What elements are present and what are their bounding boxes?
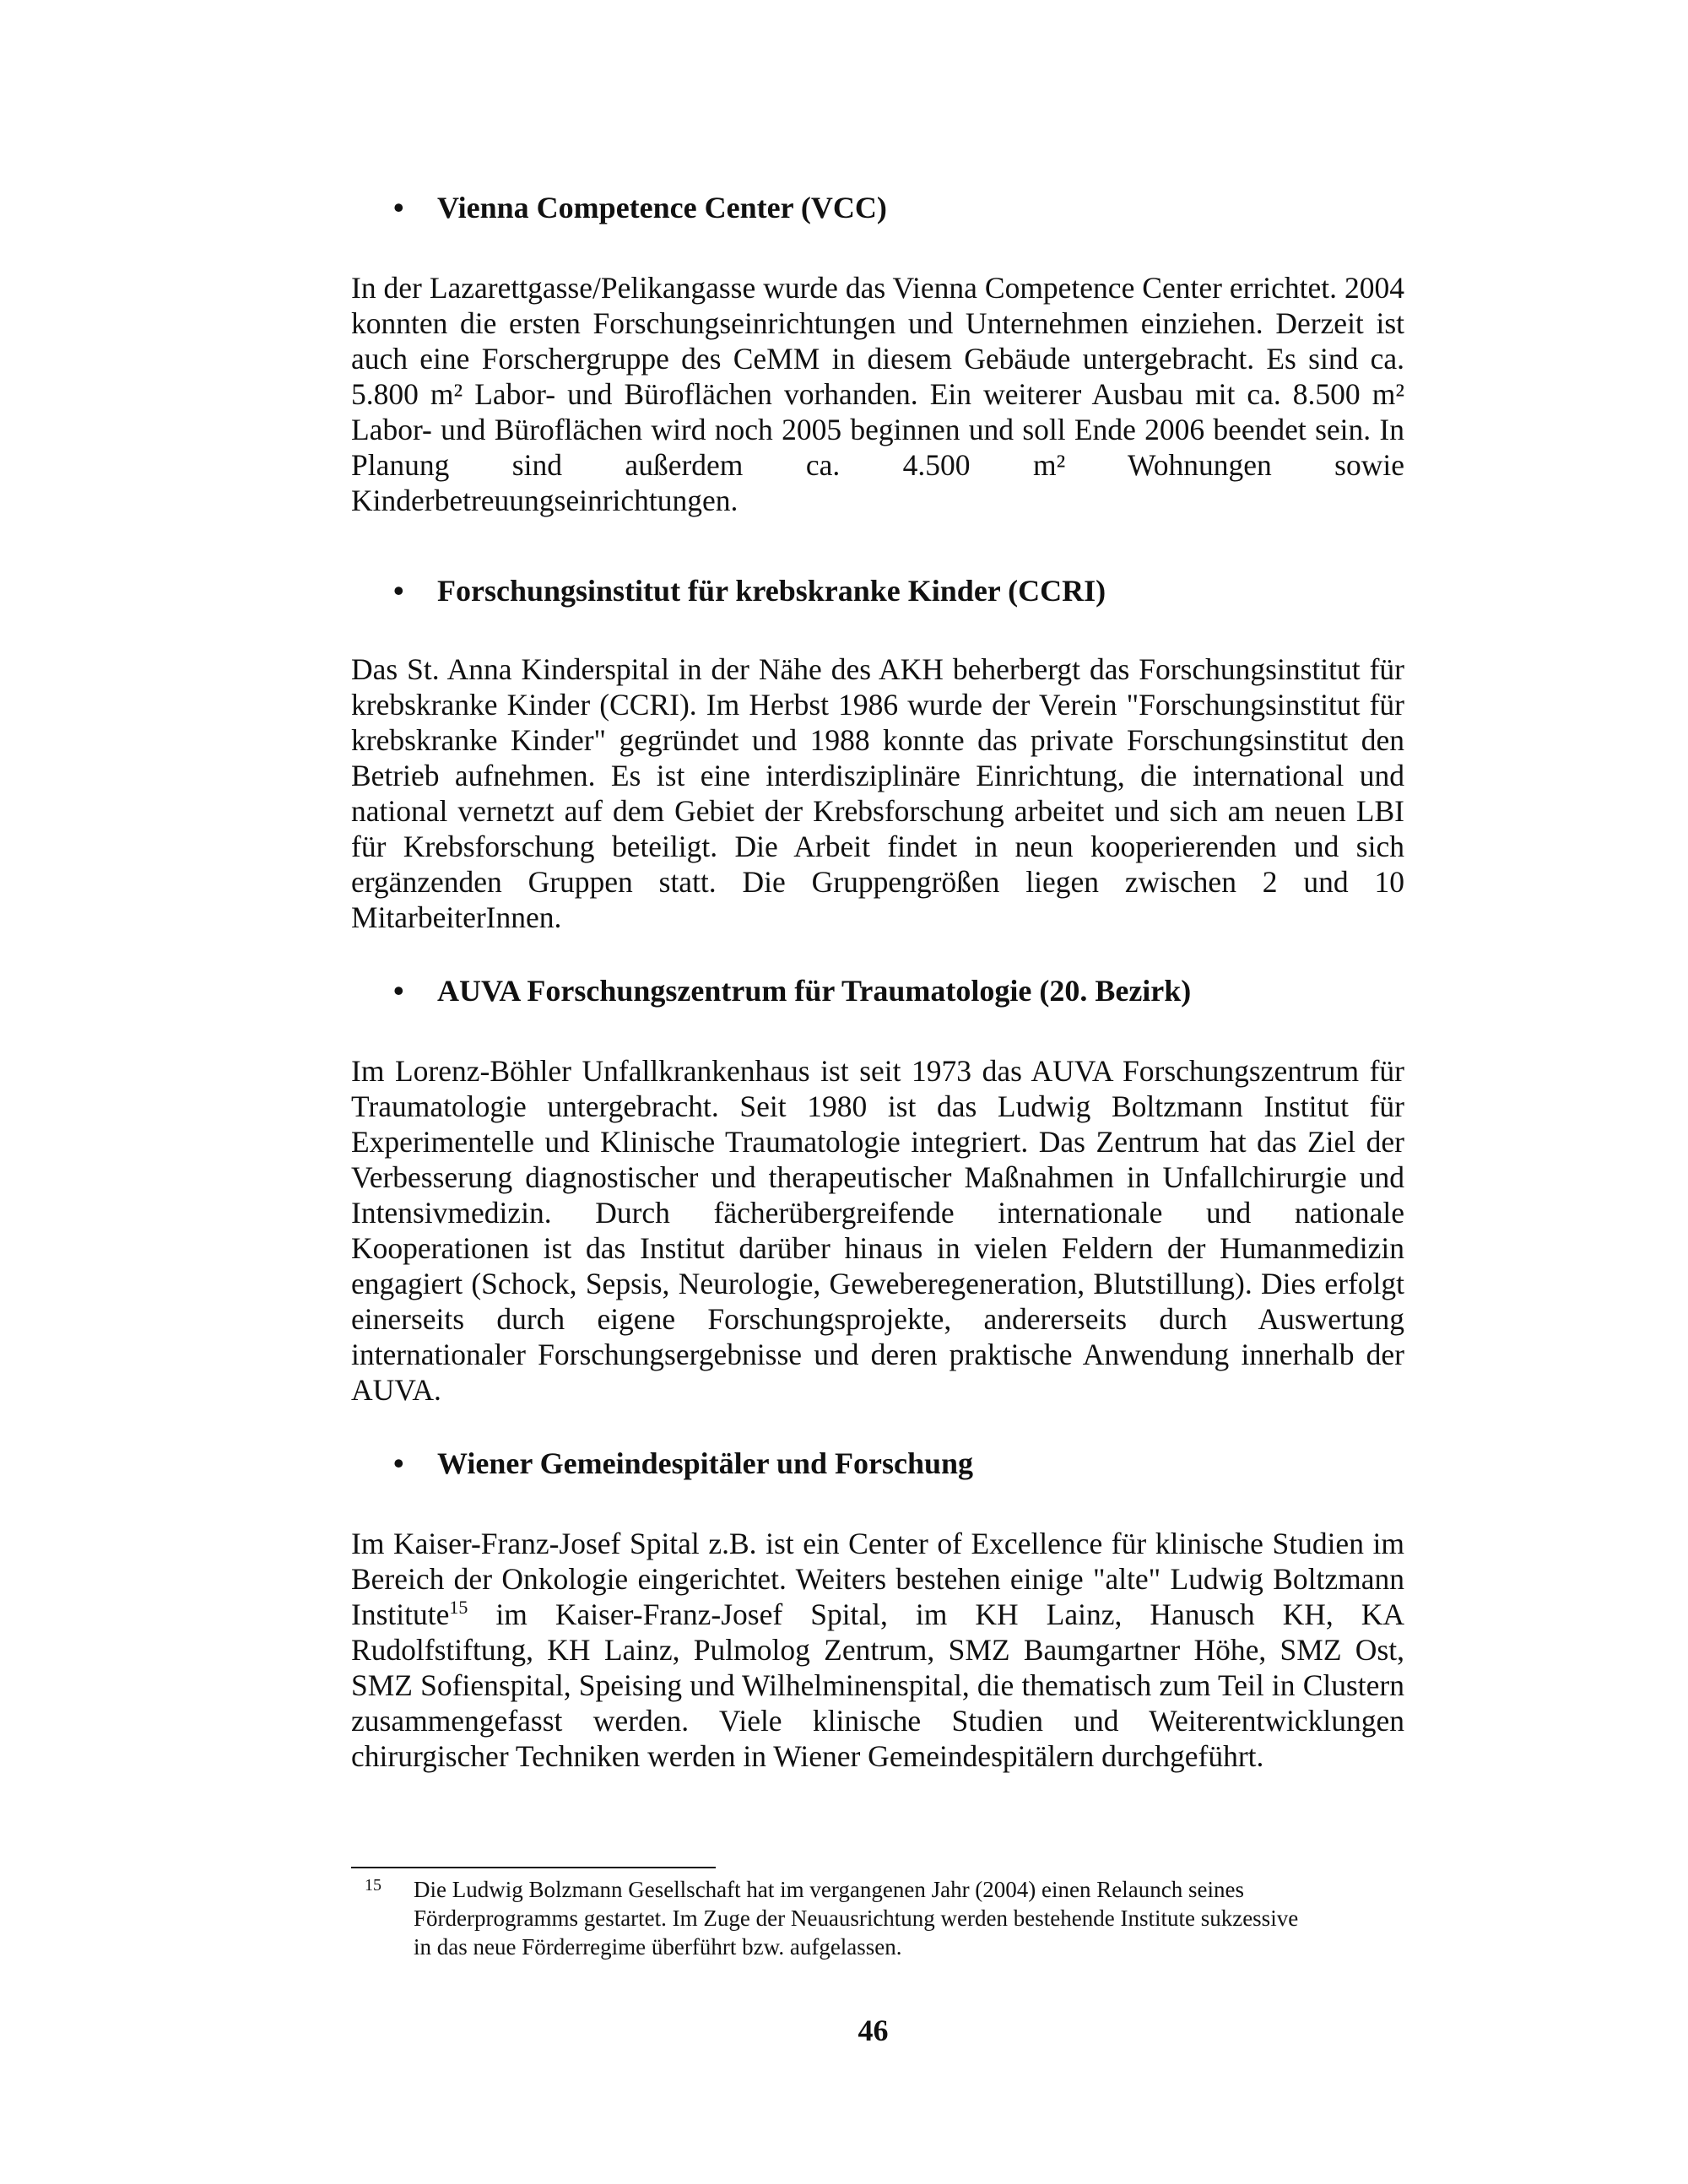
footnote [365,1875,1403,1961]
page-content [351,179,1404,1774]
section-paragraph-gemeindespitaeler [351,1526,1404,1774]
footnote-number: 15 [365,1876,381,1895]
bullet-icon: • [393,1446,404,1480]
section-heading-text: AUVA Forschungszentrum für Traumatologie (20. Bezirk) [437,974,1192,1008]
section-heading-text: Vienna Competence Center (VCC) [437,191,887,224]
bullet-icon: • [393,191,404,224]
section-heading-auva [351,972,1404,1009]
section-heading-gemeindespitaeler [351,1445,1404,1482]
footnote-divider [351,1867,716,1868]
section-paragraph-vcc: In der Lazarettgasse/Pelikangasse wurde das Vienna Competence Center errichtet. 2004 konnten die ersten Forschungseinrichtungen und Unternehmen einziehen. Derzeit ist auch eine Forschergruppe des CeMM in diesem Gebäude untergebracht. Es sind ca. 5.800 m² Labor- und Büroflächen vorhanden. Ein weiterer Ausbau mit ca. 8.500 m² Labor- und Büroflächen wird noch 2005 beginnen und soll Ende 2006 beendet sein. In Planung sind außerdem ca. 4.500 m² Wohnungen sowie Kinderbetreuungseinrichtungen. [351,271,1404,517]
section-heading-vcc [351,189,1404,226]
section-heading-text: Forschungsinstitut für krebskranke Kinder (CCRI) [437,574,1106,608]
section-paragraph-ccri: Das St. Anna Kinderspital in der Nähe des AKH beherbergt das Forschungsinstitut für krebskranke Kinder (CCRI). Im Herbst 1986 wurde der Verein "Forschungsinstitut für krebskranke Kinder" gegründet und 1988 konnte das private Forschungsinstitut den Betrieb aufnehmen. Es ist eine interdisziplinäre Einrichtung, die international und national vernetzt auf dem Gebiet der Krebsforschung arbeitet und sich am neuen LBI für Krebsforschung beteiligt. Die Arbeit findet in neun kooperierenden und sich ergänzenden Gruppen statt. Die Gruppengrößen liegen zwischen 2 und 10 MitarbeiterInnen. [351,652,1404,934]
page-number: 46 [858,2014,889,2047]
section-heading-ccri [351,572,1404,609]
footnote-reference[interactable]: 15 [449,1597,468,1619]
bullet-icon: • [393,974,404,1008]
footnote-text: Die Ludwig Bolzmann Gesellschaft hat im vergangenen Jahr (2004) einen Relaunch seines Förderprogramms gestartet. Im Zuge der Neuausrichtung werden bestehende Institute sukzessive in das neue Förderregime überführt bzw. aufgelassen. [414,1877,1299,1960]
paragraph-text-before-ref: Im Kaiser-Franz-Josef Spital z.B. ist ein Center of Excellence für klinische Studien im Bereich der Onkologie eingerichtet. Weiters bestehen einige "alte" Ludwig Boltzmann Institute [351,1527,1404,1631]
paragraph-text-after-ref: im Kaiser-Franz-Josef Spital, im KH Lainz, Hanusch KH, KA Rudolfstiftung, KH Lainz, Pulmolog Zentrum, SMZ Baumgartner Höhe, SMZ Ost, SMZ Sofienspital, Speising und Wilhelminenspital, die thematisch zum Teil in Clustern zusammengefasst werden. Viele klinische Studien und Weiterentwicklungen chirurgischer Techniken werden in Wiener Gemeindespitälern durchgeführt. [351,1597,1404,1773]
section-paragraph-auva: Im Lorenz-Böhler Unfallkrankenhaus ist seit 1973 das AUVA Forschungszentrum für Traumatologie untergebracht. Seit 1980 ist das Ludwig Boltzmann Institut für Experimentelle und Klinische Traumatologie integriert. Das Zentrum hat das Ziel der Verbesserung diagnostischer und therapeutischer Maßnahmen in Unfallchirurgie und Intensivmedizin. Durch fächerübergreifende internationale und nationale Kooperationen ist das Institut darüber hinaus in vielen Feldern der Humanmedizin engagiert (Schock, Sepsis, Neurologie, Geweberegeneration, Blutstillung). Dies erfolgt einerseits durch eigene Forschungsprojekte, andererseits durch Auswertung internationaler Forschungsergebnisse und deren praktische Anwendung innerhalb der AUVA. [351,1054,1404,1407]
section-heading-text: Wiener Gemeindespitäler und Forschung [437,1446,974,1480]
bullet-icon: • [393,574,404,608]
